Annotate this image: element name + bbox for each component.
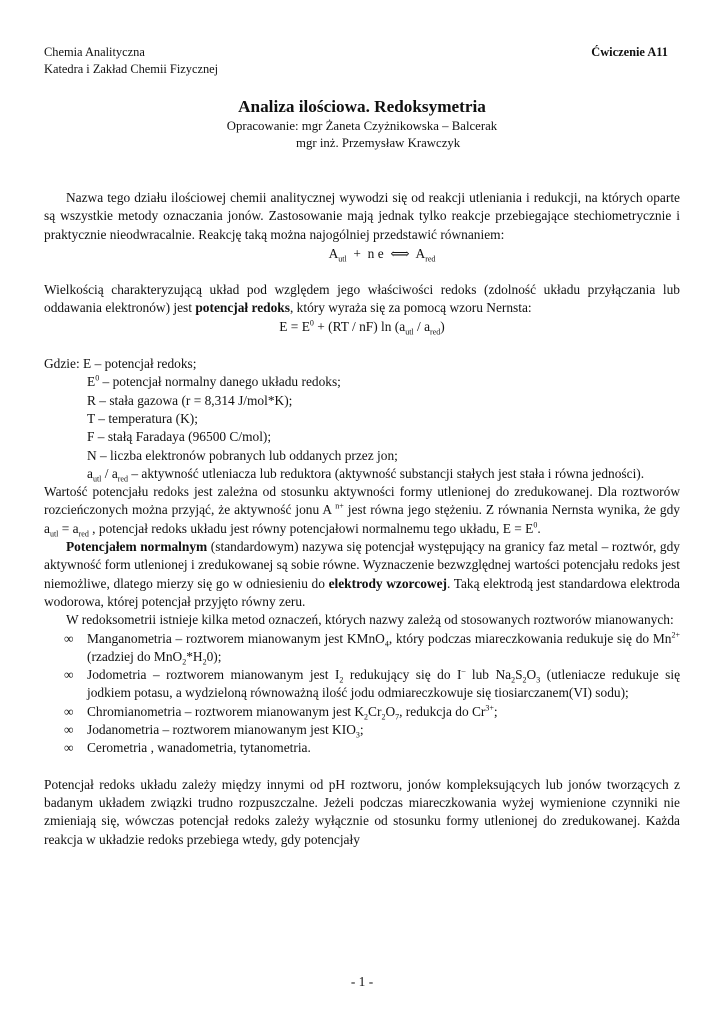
m1-a: Manganometria – roztworem mianowanym jest KMnO	[87, 630, 385, 646]
definitions-list	[44, 355, 680, 483]
method-manganometry	[44, 630, 680, 667]
def-a-a: a	[87, 465, 93, 481]
def-e0-a: E	[87, 374, 96, 390]
def-t: T – temperatura (K);	[87, 410, 198, 426]
reference-electrode-term: elektrody wzorcowej	[328, 575, 447, 591]
final-paragraph: Potencjał redoks układu zależy między innymi od pH roztworu, jonów kompleksujących lub jonów tworzących z badanym układem związki trudno rozpuszczalne. Jeżeli podczas miareczkowania wyżej wymienione czynniki nie zmieniają się, wówczas potencjał redoks zależy wyłącznie od stosunku formy utlenionej do zredukowanej. Każda reakcja w układzie redoks przebiega wtedy, gdy potencjały	[44, 776, 680, 847]
page-number: - 1 -	[350, 974, 374, 989]
m3-b: Cr	[368, 703, 382, 719]
nernst-eq-sub-red: red	[430, 327, 441, 337]
infinity-bullet-icon: ∞	[64, 740, 74, 756]
method-chromianometry	[44, 703, 680, 721]
def-e-text: E – potencjał redoks;	[83, 356, 197, 372]
def-n: N – liczba elektronów pobranych lub oddanych przez jon;	[87, 447, 398, 463]
m2-a: Jodometria – roztworem mianowanym jest I	[87, 667, 340, 683]
m2-sub2b: 2	[511, 675, 516, 685]
activity-t5: .	[537, 520, 541, 536]
def-a-sub-utl: utl	[92, 474, 102, 484]
m2-e: O	[526, 667, 537, 683]
def-a-c: – aktywność utleniacza lub reduktora (aktywność substancji stałych jest stała i równa jedności).	[127, 465, 645, 481]
def-e0-b: – potencjał normalny danego układu redoks;	[99, 374, 341, 390]
eq1-sub-red: red	[425, 254, 436, 264]
m3-a: Chromianometria – roztworem mianowanym jest K	[87, 703, 365, 719]
def-e0-sup: 0	[95, 373, 100, 383]
redox-equation	[84, 245, 680, 263]
m2-sub3: 3	[536, 675, 541, 685]
m3-e: ;	[493, 703, 498, 719]
eq1-arrow: ⟺	[390, 245, 410, 261]
m1-sub2b: 2	[202, 657, 207, 667]
nernst-equation	[44, 318, 680, 336]
activity-paragraph	[44, 483, 680, 538]
method-cerometry	[44, 739, 680, 757]
activity-t2: jest równa jego stężeniu. Z równania Nernsta wynika, że gdy a	[44, 502, 680, 536]
methods-list	[44, 630, 680, 758]
m4-a: Jodanometria – roztworem mianowanym jest KIO	[87, 722, 356, 738]
m2-c: lub Na	[465, 667, 512, 683]
def-r: R – stała gazowa (r = 8,314 J/mol*K);	[87, 392, 293, 408]
m2-sub2c: 2	[522, 675, 527, 685]
m1-sup2: 2+	[671, 630, 681, 640]
m4-b: ;	[359, 722, 364, 738]
nernst-paragraph	[44, 281, 680, 318]
nernst-bold-term: potencjał redoks	[195, 300, 290, 316]
eq1-plus: +	[353, 245, 361, 261]
m4-sub3: 3	[355, 730, 360, 740]
nernst-eq-sub-utl: utl	[405, 327, 414, 337]
m1-e: 0);	[206, 648, 222, 664]
document-title: Analiza ilościowa. Redoksymetria	[238, 97, 486, 116]
normal-bold-term: Potencjałem normalnym	[66, 539, 208, 555]
m1-c: (rzadziej do MnO	[87, 648, 183, 664]
eq1-a: A	[328, 245, 339, 261]
method-iodanometry	[44, 721, 680, 739]
authors-line-2: mgr inż. Przemysław Krawczyk	[296, 135, 461, 150]
activity-sub-red: red	[78, 529, 89, 539]
m1-d: *H	[186, 648, 203, 664]
nernst-eq-part2: + (RT / nF) ln (a	[313, 318, 406, 334]
m1-sub4: 4	[384, 639, 389, 649]
def-f: F – stałą Faradaya (96500 C/mol);	[87, 429, 272, 445]
infinity-bullet-icon: ∞	[64, 630, 74, 646]
m3-sub2: 2	[364, 712, 369, 722]
m3-d: , redukcja do Cr	[399, 703, 486, 719]
infinity-bullet-icon: ∞	[64, 667, 74, 683]
m2-d: S	[515, 667, 523, 683]
nernst-eq-sup0: 0	[309, 318, 314, 328]
nernst-eq-part3: / a	[413, 318, 431, 334]
activity-t1: Wartość potencjału redoks jest zależna od stosunku aktywności formy utlenionej do zredukowanej. Dla roztworów rozcieńczonych można przyjąć, że aktywność jonu A	[44, 484, 680, 518]
intro-paragraph: Nazwa tego działu ilościowej chemii analitycznej wywodzi się od reakcji utleniania i redukcji, na których oparte są wszystkie metody oznaczania jonów. Zastosowanie mają jednak tylko reakcje przebiegające stechiometrycznie i praktycznie nieodwracalnie. Reakcję taką można najogólniej przedstawić równaniem:	[44, 190, 680, 242]
normal-t2: . Taką elektrodą jest standardowa elektroda wodorowa, której potencjał przyjęto równy zeru.	[44, 575, 680, 609]
header-department: Katedra i Zakład Chemii Fizycznej	[44, 61, 219, 76]
m1-b: , który podczas miareczkowania redukuje się do Mn	[388, 630, 672, 646]
eq1-sub-utl: utl	[338, 254, 347, 264]
def-a-b: / a	[101, 465, 118, 481]
header-exercise: Ćwiczenie A11	[591, 45, 668, 59]
normal-t1: (standardowym) nazywa się potencjał występujący na granicy faz metal – roztwór, gdy aktywność form utlenionej i zredukowanej są sobie równe. Wyznaczenie bezwzględnej wartości potencjału redoks jest niemożliwe, dlatego mierzy się go w odniesieniu do	[44, 539, 680, 591]
normal-potential-paragraph	[44, 538, 680, 611]
def-e	[44, 355, 680, 373]
def-activity	[87, 465, 680, 483]
eq1-ne: n e	[367, 245, 384, 261]
nernst-eq-part1: E = E	[279, 318, 310, 334]
document-page	[44, 44, 680, 849]
def-e0	[87, 373, 680, 391]
m3-c: O	[385, 703, 396, 719]
eq1-a2: A	[415, 245, 426, 261]
m2-f: (utleniacze redukuje się jodkiem potasu, a wydzieloną równoważną ilość jodu odmiareczkowuje się tiosiarczanem(VI) sodu);	[87, 667, 681, 701]
infinity-bullet-icon: ∞	[64, 722, 74, 738]
def-a-sub-red: red	[117, 474, 128, 484]
activity-sup-0: 0	[533, 520, 538, 530]
m2-sup: –	[461, 666, 466, 676]
authors-line-1: Opracowanie: mgr Żaneta Czyżnikowska – Balcerak	[226, 119, 498, 133]
nernst-text-before: Wielkością charakteryzującą układ pod względem jego właściwości redoks (zdolność układu przyłączania lub oddawania elektronów) jest	[44, 282, 680, 316]
nernst-eq-part4: )	[440, 318, 445, 334]
method-iodometry	[44, 666, 680, 703]
m2-b: redukujący się do I	[343, 667, 462, 683]
header-course: Chemia Analityczna	[44, 45, 145, 59]
methods-intro-paragraph: W redoksometrii istnieje kilka metod oznaczeń, których nazwy zależą od stosowanych roztworów mianowanych:	[66, 612, 674, 628]
m3-sub2b: 2	[381, 712, 386, 722]
infinity-bullet-icon: ∞	[64, 703, 74, 719]
m2-sub2: 2	[339, 675, 344, 685]
activity-sup-n: n+	[335, 501, 344, 511]
activity-sub-utl: utl	[49, 529, 59, 539]
activity-t3: = a	[58, 520, 79, 536]
def-lead: Gdzie:	[44, 356, 84, 372]
page-header	[44, 44, 680, 61]
m5: Cerometria , wanadometria, tytanometria.	[87, 740, 311, 756]
m1-sub2: 2	[182, 657, 187, 667]
activity-t4: , potencjał redoks układu jest równy potencjałowi normalnemu tego układu, E = E	[88, 520, 534, 536]
nernst-text-after: , który wyraża się za pomocą wzoru Nernsta:	[289, 300, 532, 316]
m3-sup3: 3+	[485, 703, 494, 713]
m3-sub7: 7	[395, 712, 400, 722]
